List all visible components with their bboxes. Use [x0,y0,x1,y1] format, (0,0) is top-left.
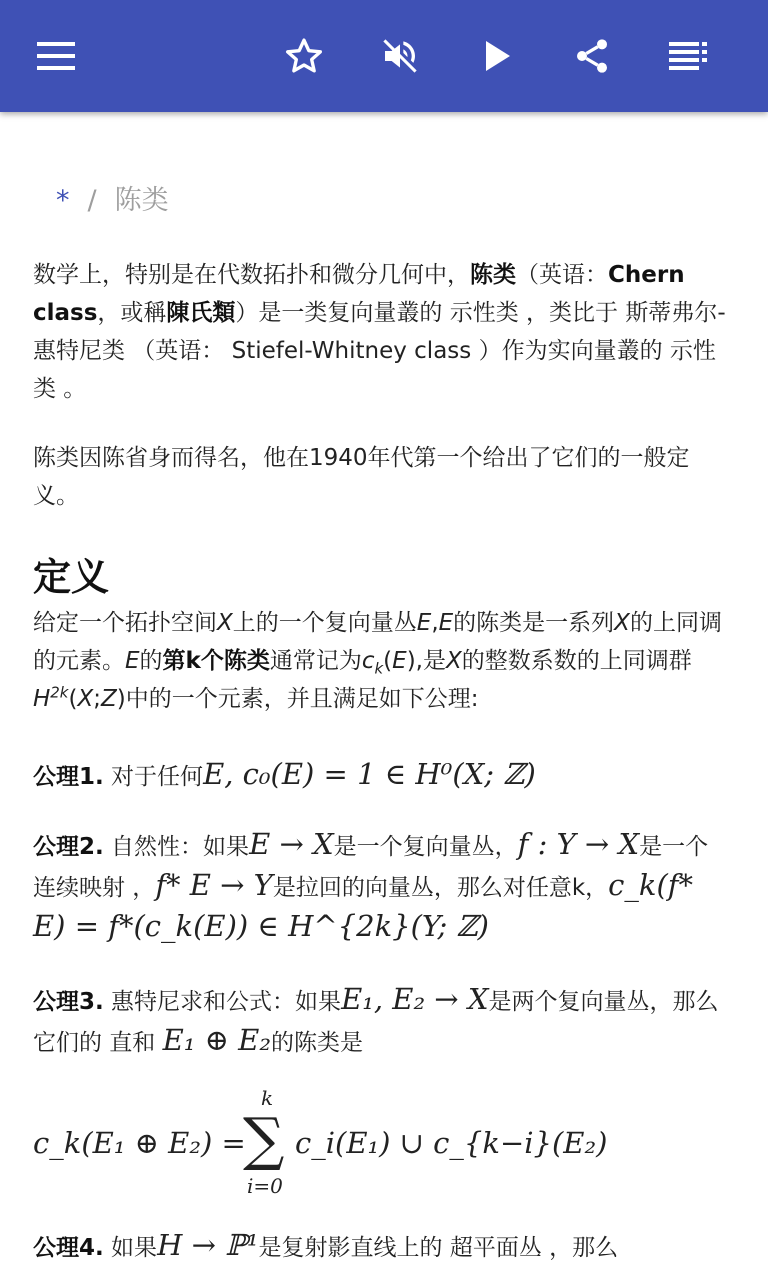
axiom-label: 公理1. [33,764,104,790]
breadcrumb-separator: / [87,185,97,216]
menu-icon [37,42,75,70]
def-text: )中的一个元素，并且满足如下公理: [116,686,479,712]
mute-button[interactable] [372,28,428,84]
math-var: Z [100,686,117,712]
axiom-text: 是两个复向量丛，那么它们的 直和 [33,989,719,1056]
math-formula: f : Y → X [517,827,640,861]
history-paragraph: 陈类因陈省身而得名，他在1940年代第一个给出了它们的一般定义。 [33,445,690,509]
term-english: Chern class [33,262,685,326]
def-text: 上的一个复向量丛 [232,610,417,636]
intro-text: ）是一类复向量叢的 示性类 ，类比于 斯蒂弗尔-惠特尼类 （英语： Stiefel-Whitney class ）作为实向量叢的 示性类 。 [33,300,726,402]
whitney-sum-formula [33,1086,633,1198]
axiom-text: 自然性：如果 [103,834,250,860]
axiom-text: 是一个复向量丛， [333,834,518,860]
volume-off-icon [380,36,420,76]
term-traditional: 陳氏類 [166,300,236,326]
math-formula: E₁ ⊕ E₂ [162,1023,271,1057]
share-button[interactable] [564,28,620,84]
axiom-1 [33,755,536,796]
math-var: E [416,610,432,636]
def-text: 的整数系数的上同调群 [461,648,692,674]
play-icon [484,40,512,72]
math-subscript: k [374,659,384,678]
math-var: X [77,686,94,712]
math-formula: f* E → Y [155,868,273,902]
math-var: E [392,648,407,674]
def-text: 通常记为 [269,648,362,674]
math-formula: c_k(f* E) = f*(c_k(E)) ∈ H^{2k}(Y; ℤ) [33,868,694,943]
breadcrumb [56,178,169,217]
def-text: ( [383,648,393,674]
sum-lower-limit: i=0 [247,1174,283,1198]
section-heading-definition: 定义 [33,555,110,599]
math-var: X [217,610,233,636]
breadcrumb-current: 陈类 [114,185,169,216]
def-text: 给定一个拓扑空间 [33,610,217,636]
sum-upper-limit: k [261,1086,274,1110]
term-kth-chern-class: 第k个陈类 [162,648,270,674]
share-icon [572,36,612,76]
app-toolbar [0,0,768,112]
axiom-text: 如果 [103,1235,158,1261]
axiom-text: 是拉回的向量丛，那么对任意k， [272,875,609,901]
axiom-3 [33,980,733,1062]
star-outline-icon [284,36,324,76]
def-text: ; [93,686,101,712]
def-text: , [431,610,439,636]
breadcrumb-home-link[interactable]: * [56,185,70,216]
math-var: X [614,610,630,636]
axiom-label: 公理3. [33,989,104,1015]
math-var: c [361,648,375,674]
axiom-text: 对于任何 [103,764,204,790]
list-icon [669,42,707,70]
def-text: 的上同调 的元素。 [33,610,722,674]
intro-text: 数学上，特别是在代数拓扑和微分几何中， [33,262,470,288]
formula-rhs: c_i(E₁) ∪ c_{k−i}(E₂) [295,1126,608,1160]
axiom-text: 惠特尼求和公式：如果 [103,989,342,1015]
definition-paragraph [33,604,733,718]
axiom-text: 是一个 连续映射 ， [33,834,709,901]
def-text: 的陈类是一系列 [453,610,615,636]
bookmark-button[interactable] [276,28,332,84]
math-var: E [125,648,140,674]
contents-button[interactable] [660,28,716,84]
math-formula: E → X [249,827,334,861]
axiom-label: 公理2. [33,834,104,860]
math-var: X [445,648,462,674]
intro-text: （英语： [516,262,608,288]
axiom-label: 公理4. [33,1235,104,1261]
def-text: ),是 [406,648,446,674]
math-superscript: 2k [50,683,69,702]
term-chern-class: 陈类 [470,262,516,288]
math-var: H [33,686,51,712]
menu-button[interactable] [28,28,84,84]
math-formula: E, c₀(E) = 1 ∈ H⁰(X; ℤ) [203,757,536,791]
formula-lhs: c_k(E₁ ⊕ E₂) = [33,1126,246,1160]
axiom-text: 的陈类是 [270,1030,363,1056]
math-var: E [438,610,454,636]
def-text: ( [68,686,78,712]
intro-text: ，或稱 [97,300,167,326]
math-formula: H → ℙ¹ [157,1228,259,1262]
axiom-2 [33,825,733,948]
summation-sign: ∑ [243,1105,285,1173]
def-text: 的 [139,648,163,674]
axiom-text: 是复射影直线上的 超平面丛 ，那么 [258,1235,619,1261]
intro-paragraph [33,256,733,408]
math-formula: E₁, E₂ → X [341,982,489,1016]
play-button[interactable] [470,28,526,84]
axiom-4 [33,1226,618,1267]
